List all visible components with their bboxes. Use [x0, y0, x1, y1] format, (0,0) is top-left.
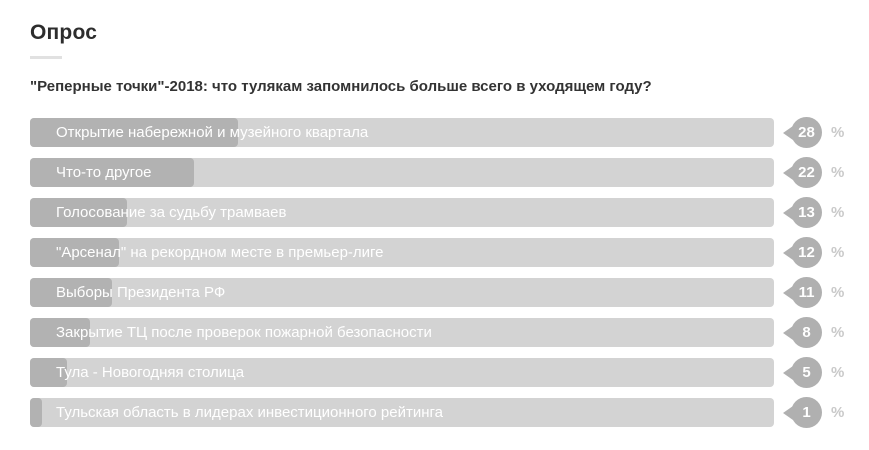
percent-sign: % [831, 324, 845, 341]
percent-bubble [791, 197, 822, 228]
result-bar-track [30, 238, 774, 267]
percent-sign: % [831, 204, 845, 221]
percent-value: 22 [798, 164, 815, 181]
poll-option-row [30, 398, 869, 427]
percent-sign: % [831, 164, 845, 181]
title-underline [30, 56, 62, 59]
percent-value: 8 [802, 324, 811, 341]
option-label: Открытие набережной и музейного квартала [56, 124, 369, 141]
percent-sign: % [831, 364, 845, 381]
option-label: "Арсенал" на рекордном месте в премьер-лиге [56, 244, 384, 261]
percent-value: 11 [798, 284, 815, 301]
percent-value: 13 [798, 204, 815, 221]
poll-results [30, 118, 869, 427]
option-label: Тула - Новогодняя столица [56, 364, 245, 381]
result-bar-track [30, 278, 774, 307]
percent-bubble [791, 397, 822, 428]
option-label: Закрытие ТЦ после проверок пожарной безопасности [56, 324, 432, 341]
poll-question: "Реперные точки"-2018: что тулякам запомнилось больше всего в уходящем году? [30, 78, 652, 95]
poll-option-row [30, 198, 869, 227]
percent-value: 12 [798, 244, 815, 261]
percent-sign: % [831, 124, 845, 141]
percent-sign: % [831, 404, 845, 421]
poll-option-row [30, 318, 869, 347]
option-label: Тульская область в лидерах инвестиционного рейтинга [56, 404, 444, 421]
poll-option-row [30, 158, 869, 187]
percent-value: 1 [802, 404, 811, 421]
poll-option-row [30, 118, 869, 147]
result-bar-track [30, 398, 774, 427]
result-bar-track [30, 158, 774, 187]
option-label: Выборы Президента РФ [56, 284, 226, 301]
percent-bubble [791, 237, 822, 268]
result-bar-fill [30, 398, 42, 427]
percent-bubble [791, 157, 822, 188]
percent-value: 5 [802, 364, 811, 381]
percent-bubble [791, 277, 822, 308]
percent-value: 28 [798, 124, 815, 141]
percent-bubble [791, 317, 822, 348]
option-label: Голосование за судьбу трамваев [56, 204, 287, 221]
result-bar-track [30, 358, 774, 387]
poll-option-row [30, 238, 869, 267]
poll-option-row [30, 278, 869, 307]
percent-bubble [791, 357, 822, 388]
option-label: Что-то другое [56, 164, 152, 181]
result-bar-track [30, 118, 774, 147]
result-bar-track [30, 318, 774, 347]
percent-sign: % [831, 284, 845, 301]
percent-bubble [791, 117, 822, 148]
result-bar-track [30, 198, 774, 227]
section-title: Опрос [30, 21, 98, 44]
percent-sign: % [831, 244, 845, 261]
poll-option-row [30, 358, 869, 387]
